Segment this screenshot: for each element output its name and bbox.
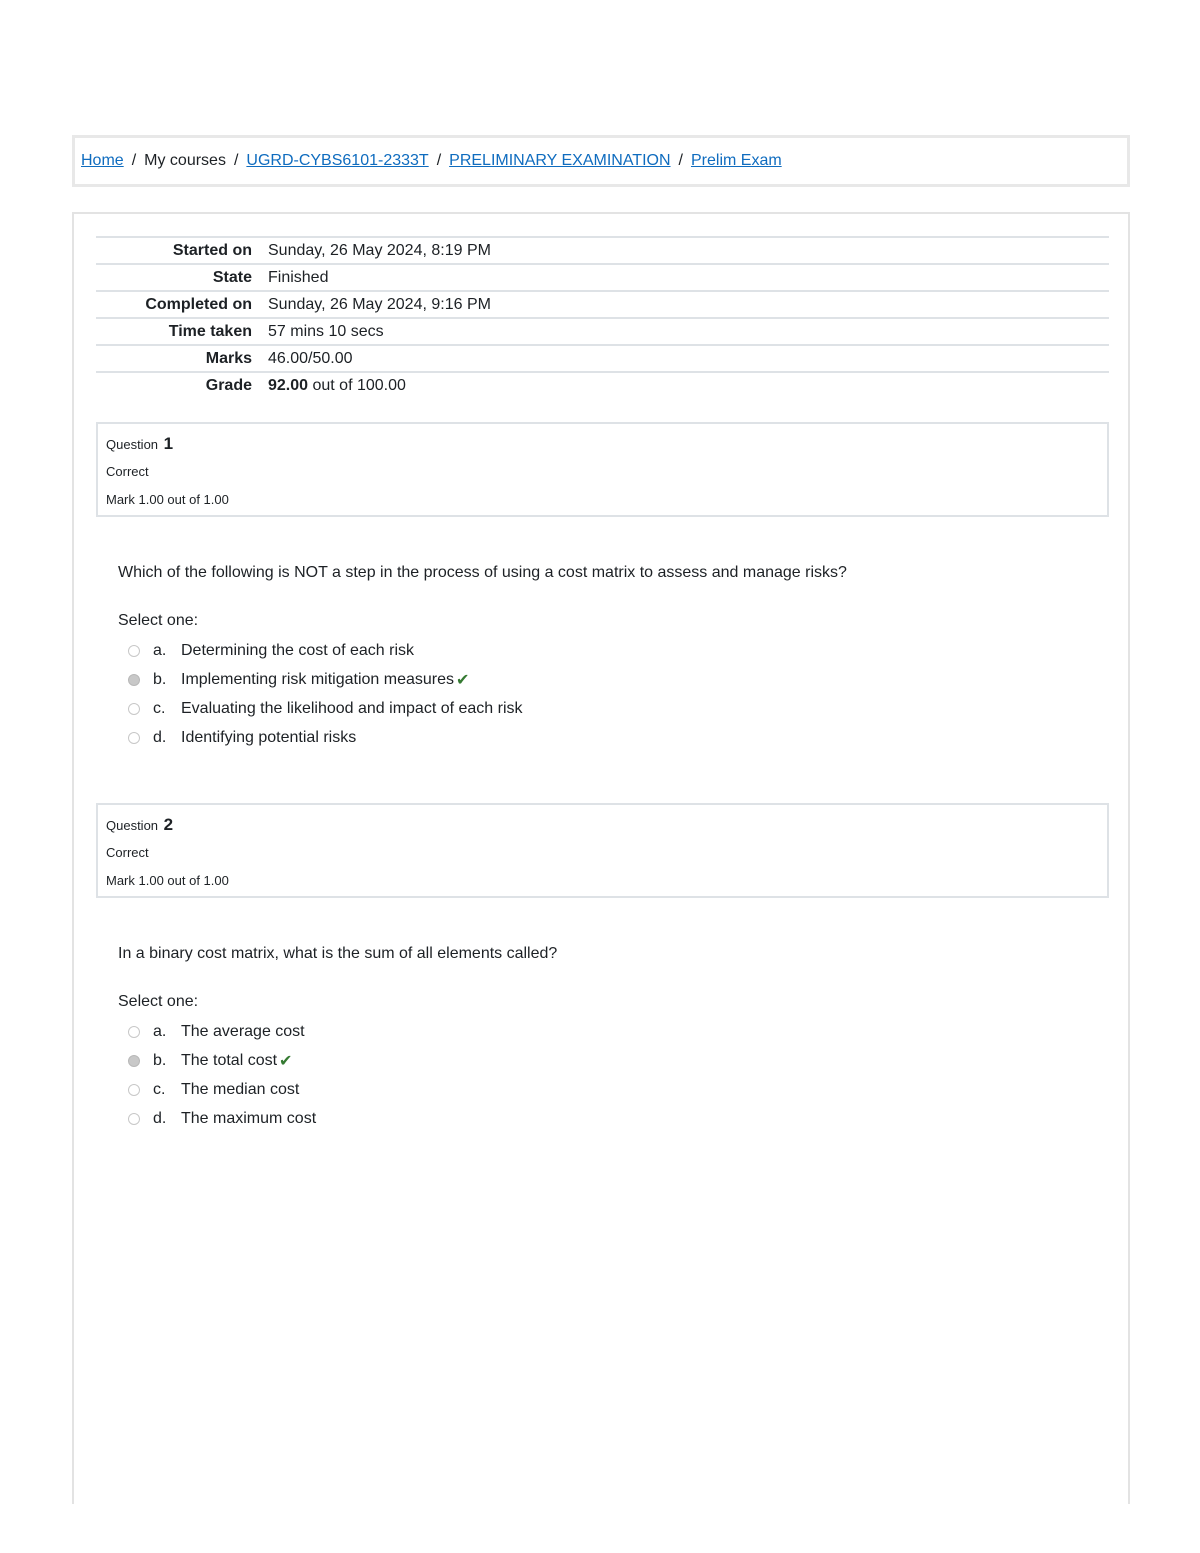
radio-button[interactable]	[128, 732, 140, 744]
answer-option-c[interactable]	[118, 694, 1078, 723]
quiz-review-panel	[72, 212, 1130, 1504]
answer-text: Implementing risk mitigation measures	[181, 670, 454, 688]
answer-letter: a.	[153, 641, 167, 659]
check-icon: ✔	[456, 671, 470, 689]
answer-option-a[interactable]	[118, 636, 1078, 665]
check-icon: ✔	[279, 1052, 293, 1070]
grade-value	[268, 372, 1109, 399]
attempt-summary-table	[96, 236, 1109, 399]
grade-suffix: out of 100.00	[308, 377, 406, 394]
grade-label: Grade	[205, 377, 252, 394]
answer-letter: b.	[153, 1051, 167, 1069]
radio-button[interactable]	[128, 703, 140, 715]
answer-option-b[interactable]	[118, 1046, 1078, 1075]
question-info-box	[96, 803, 1109, 898]
question-mark: Mark 1.00 out of 1.00	[106, 492, 229, 507]
breadcrumb-bar	[72, 135, 1130, 187]
answer-text: The median cost	[181, 1080, 300, 1098]
answer-letter: a.	[153, 1022, 167, 1040]
breadcrumb-separator: /	[436, 152, 442, 169]
radio-button-selected[interactable]	[128, 1055, 140, 1067]
question-number-value: 2	[163, 815, 174, 834]
breadcrumb-separator: /	[131, 152, 137, 169]
grade-score: 92.00	[268, 377, 309, 394]
question-number	[106, 815, 173, 835]
question-state: Correct	[106, 845, 149, 860]
question-text: In a binary cost matrix, what is the sum of all elements called?	[118, 945, 558, 962]
started-on-value: Sunday, 26 May 2024, 8:19 PM	[268, 241, 491, 259]
question-number-value: 1	[163, 434, 174, 453]
answer-letter: c.	[153, 699, 166, 717]
marks-value: 46.00/50.00	[268, 349, 353, 367]
time-taken-value: 57 mins 10 secs	[268, 322, 384, 340]
summary-row-started	[96, 237, 1109, 264]
marks-label: Marks	[205, 349, 252, 367]
answer-letter: b.	[153, 670, 167, 688]
answer-text: Determining the cost of each risk	[181, 641, 414, 659]
answer-option-b[interactable]	[118, 665, 1078, 694]
state-label: State	[212, 268, 252, 286]
breadcrumb-my-courses: My courses	[144, 152, 226, 169]
answer-letter: d.	[153, 728, 167, 746]
question-label: Question	[106, 437, 159, 452]
state-value: Finished	[268, 268, 329, 286]
breadcrumb-separator: /	[233, 152, 239, 169]
summary-row-grade	[96, 372, 1109, 399]
summary-row-completed	[96, 291, 1109, 318]
question-content	[118, 564, 1078, 752]
started-on-label: Started on	[172, 241, 252, 259]
answer-text: Evaluating the likelihood and impact of each risk	[181, 699, 523, 717]
radio-button-selected[interactable]	[128, 674, 140, 686]
breadcrumb-separator: /	[678, 152, 683, 169]
time-taken-label: Time taken	[168, 322, 252, 340]
breadcrumb	[81, 152, 782, 170]
answer-option-d[interactable]	[118, 1104, 1078, 1133]
answer-text: The total cost	[181, 1051, 278, 1069]
answer-prompt: Select one:	[118, 993, 199, 1010]
answer-text: The average cost	[181, 1022, 305, 1040]
completed-on-value: Sunday, 26 May 2024, 9:16 PM	[268, 295, 491, 313]
question-label: Question	[106, 818, 159, 833]
breadcrumb-home-link[interactable]: Home	[81, 152, 124, 169]
completed-on-label: Completed on	[145, 295, 252, 313]
answer-option-c[interactable]	[118, 1075, 1078, 1104]
question-state: Correct	[106, 464, 149, 479]
breadcrumb-section-link[interactable]: PRELIMINARY EXAMINATION	[449, 152, 671, 169]
question-mark: Mark 1.00 out of 1.00	[106, 873, 229, 888]
question-text: Which of the following is NOT a step in the process of using a cost matrix to assess and manage risks?	[118, 564, 847, 581]
answer-text: The maximum cost	[181, 1109, 317, 1127]
answer-prompt: Select one:	[118, 612, 199, 629]
answer-letter: d.	[153, 1109, 167, 1127]
radio-button[interactable]	[128, 1113, 140, 1125]
radio-button[interactable]	[128, 1084, 140, 1096]
radio-button[interactable]	[128, 1026, 140, 1038]
summary-row-time	[96, 318, 1109, 345]
breadcrumb-course-link[interactable]: UGRD-CYBS6101-2333T	[246, 152, 429, 169]
summary-row-marks	[96, 345, 1109, 372]
question-number	[106, 434, 173, 454]
question-info-box	[96, 422, 1109, 517]
radio-button[interactable]	[128, 645, 140, 657]
answer-letter: c.	[153, 1080, 166, 1098]
answer-text: Identifying potential risks	[181, 728, 357, 746]
answer-option-d[interactable]	[118, 723, 1078, 752]
question-content	[118, 945, 1078, 1133]
summary-row-state	[96, 264, 1109, 291]
breadcrumb-activity-link[interactable]: Prelim Exam	[690, 152, 782, 169]
answer-option-a[interactable]	[118, 1017, 1078, 1046]
